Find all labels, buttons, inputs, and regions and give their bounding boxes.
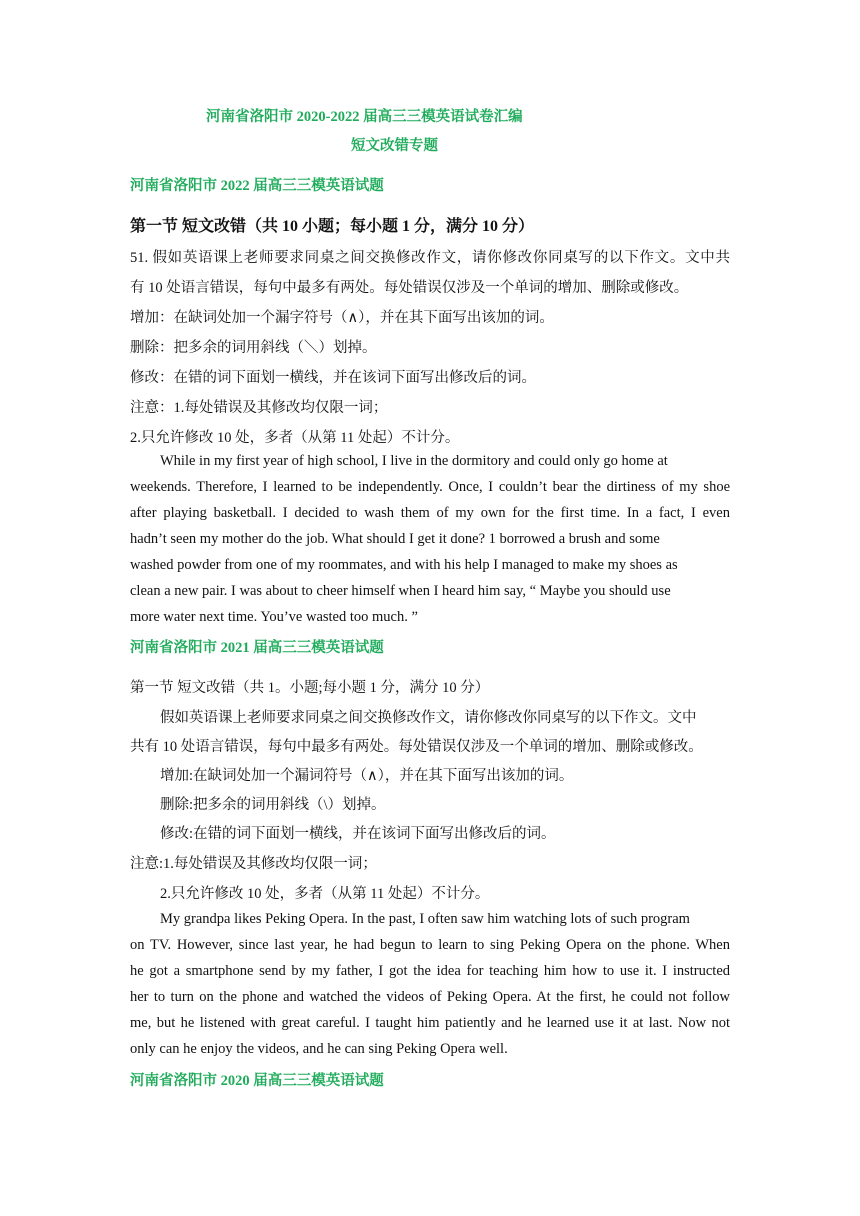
doc-title: 河南省洛阳市 2020-2022 届高三三模英语试卷汇编 xyxy=(206,109,523,125)
passage-line: My grandpa likes Peking Opera. In the past, I often saw him watching lots of such program xyxy=(160,911,690,927)
note-line: 注意：1.每处错误及其修改均仅限一词； xyxy=(130,400,388,416)
passage-line: her to turn on the phone and watched the videos of Peking Opera. At the first, he could not follow xyxy=(130,989,730,1005)
instruction-delete: 删除:把多余的词用斜线（\）划掉。 xyxy=(160,797,386,813)
question-line: 共有 10 处语言错误，每句中最多有两处。每处错误仅涉及一个单词的增加、删除或修改。 xyxy=(130,739,703,755)
instruction-modify: 修改:在错的词下面划一横线，并在该词下面写出修改后的词。 xyxy=(160,826,556,842)
passage-line: after playing basketball. I decided to wash them of my own for the first time. In a fact, I even xyxy=(130,505,730,521)
passage-line: more water next time. You’ve wasted too much. ” xyxy=(130,609,418,625)
passage-line: on TV. However, since last year, he had begun to learn to sing Peking Opera on the phone. When xyxy=(130,937,730,953)
passage-line: washed powder from one of my roommates, and with his help I managed to make my shoes as xyxy=(130,557,678,573)
question-line: 假如英语课上老师要求同桌之间交换修改作文，请你修改你同桌写的以下作文。文中 xyxy=(160,710,697,726)
doc-subtitle: 短文改错专题 xyxy=(351,138,438,154)
instruction-add: 增加:在缺词处加一个漏词符号（∧），并在其下面写出该加的词。 xyxy=(160,768,574,784)
note-line: 2.只允许修改 10 处，多者（从第 11 处起）不计分。 xyxy=(160,886,490,902)
part-title-2022: 第一节 短文改错（共 10 小题；每小题 1 分，满分 10 分） xyxy=(130,218,535,235)
section-heading-2021: 河南省洛阳市 2021 届高三三模英语试题 xyxy=(130,640,384,656)
section-heading-2020: 河南省洛阳市 2020 届高三三模英语试题 xyxy=(130,1073,384,1089)
passage-line: While in my first year of high school, I live in the dormitory and could only go home at xyxy=(160,453,668,469)
question-line: 有 10 处语言错误，每句中最多有两处。每处错误仅涉及一个单词的增加、删除或修改。 xyxy=(130,280,689,296)
note-line: 2.只允许修改 10 处，多者（从第 11 处起）不计分。 xyxy=(130,430,460,446)
passage-line: weekends. Therefore, I learned to be independently. Once, I couldn’t bear the dirtiness of my shoe xyxy=(130,479,730,495)
passage-line: only can he enjoy the videos, and he can sing Peking Opera well. xyxy=(130,1041,508,1057)
instruction-modify: 修改：在错的词下面划一横线，并在该词下面写出修改后的词。 xyxy=(130,370,536,386)
instruction-add: 增加：在缺词处加一个漏字符号（∧），并在其下面写出该加的词。 xyxy=(130,310,554,326)
question-line: 51. 假如英语课上老师要求同桌之间交换修改作文，请你修改你同桌写的以下作文。文中共 xyxy=(130,250,730,266)
note-line: 注意:1.每处错误及其修改均仅限一词； xyxy=(130,856,377,872)
passage-line: clean a new pair. I was about to cheer himself when I heard him say, “ Maybe you should use xyxy=(130,583,671,599)
passage-line: hadn’t seen my mother do the job. What should I get it done? 1 borrowed a brush and some xyxy=(130,531,660,547)
passage-line: he got a smartphone send by my father, I got the idea for teaching him how to use it. I instructed xyxy=(130,963,730,979)
part-title-2021: 第一节 短文改错（共 1。小题;每小题 1 分，满分 10 分） xyxy=(130,680,490,696)
section-heading-2022: 河南省洛阳市 2022 届高三三模英语试题 xyxy=(130,178,384,194)
passage-line: me, but he listened with great careful. I taught him patiently and he learned use it at last. Now not xyxy=(130,1015,730,1031)
instruction-delete: 删除：把多余的词用斜线（＼）划掉。 xyxy=(130,340,377,356)
